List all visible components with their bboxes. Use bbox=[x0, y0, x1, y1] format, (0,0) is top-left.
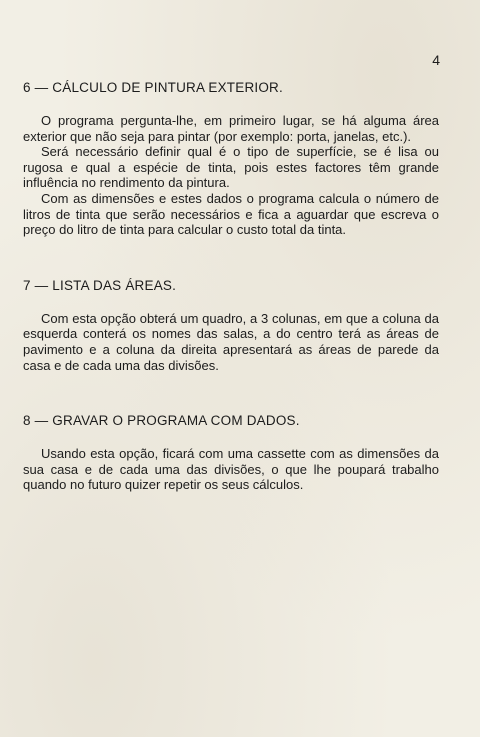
section-heading: 8 — GRAVAR O PROGRAMA COM DADOS. bbox=[23, 413, 300, 429]
section-heading: 7 — LISTA DAS ÁREAS. bbox=[23, 277, 177, 293]
section-heading: 6 — CÁLCULO DE PINTURA EXTERIOR. bbox=[23, 80, 283, 95]
section-exterior-painting bbox=[23, 80, 439, 238]
page-number: 4 bbox=[432, 52, 440, 68]
paragraph: Será necessário definir qual é o tipo de superfície, se é lisa ou rugosa e qual a espécie de tinta, pois estes factores têm grande influência no rendimento da pintura. bbox=[23, 144, 439, 191]
paragraph: Com esta opção obterá um quadro, a 3 colunas, em que a coluna da esquerda conterá os nomes das salas, a do centro terá as áreas de pavimento e a coluna da direita apresentará as áreas de parede da casa e de cada uma das divisões. bbox=[23, 310, 439, 373]
paragraph: Usando esta opção, ficará com uma cassette com as dimensões da sua casa e de cada uma das divisões, o que lhe poupará trabalho quando no futuro quizer repetir os seus cálculos. bbox=[23, 446, 439, 493]
paragraph: O programa pergunta-lhe, em primeiro lugar, se há alguma área exterior que não seja para pintar (por exemplo: porta, janelas, etc.). bbox=[23, 113, 439, 144]
page-content bbox=[23, 80, 439, 533]
paragraph: Com as dimensões e estes dados o programa calcula o número de litros de tinta que serão necessários e fica a aguardar que escreva o preço do litro de tinta para calcular o custo total da tinta. bbox=[23, 190, 439, 238]
section-save-program bbox=[23, 413, 439, 493]
section-area-list bbox=[23, 278, 439, 373]
